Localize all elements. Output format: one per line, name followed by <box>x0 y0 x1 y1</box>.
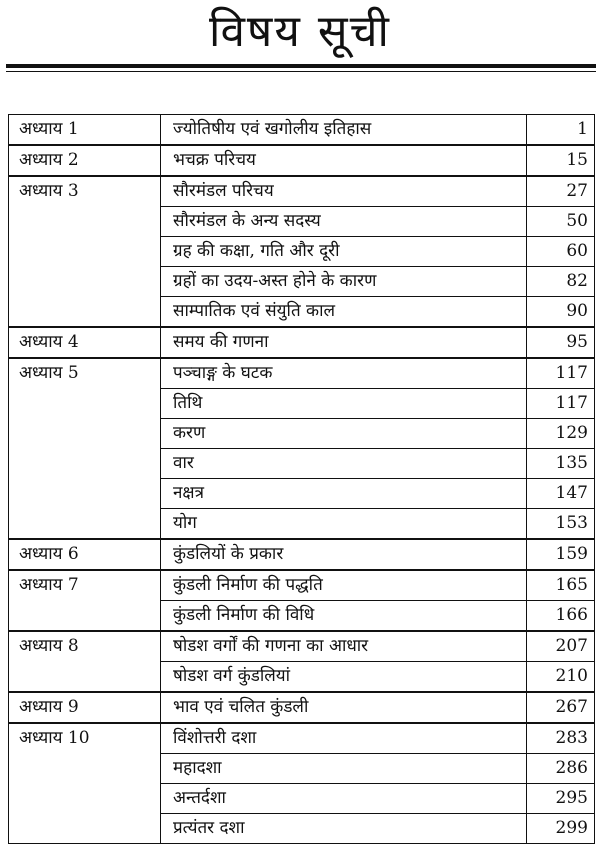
table-row <box>9 692 595 723</box>
table-row <box>9 327 595 358</box>
topic-title: वार <box>161 449 527 479</box>
page-number: 95 <box>527 327 595 358</box>
chapter-label: अध्याय 7 <box>9 570 161 631</box>
chapter-label: अध्याय 5 <box>9 358 161 539</box>
page-number: 27 <box>527 176 595 207</box>
page-number: 207 <box>527 631 595 662</box>
topic-title: षोडश वर्गों की गणना का आधार <box>161 631 527 662</box>
topic-title: सौरमंडल के अन्य सदस्य <box>161 207 527 237</box>
page-number: 147 <box>527 479 595 509</box>
page-number: 295 <box>527 784 595 814</box>
page-number: 60 <box>527 237 595 267</box>
table-row <box>9 570 595 601</box>
chapter-label: अध्याय 3 <box>9 176 161 327</box>
page-number: 129 <box>527 419 595 449</box>
page-number: 166 <box>527 601 595 632</box>
chapter-label: अध्याय 6 <box>9 539 161 570</box>
topic-title: साम्पातिक एवं संयुति काल <box>161 297 527 328</box>
topic-title: करण <box>161 419 527 449</box>
chapter-label: अध्याय 8 <box>9 631 161 692</box>
page-number: 299 <box>527 814 595 844</box>
page-number: 153 <box>527 509 595 540</box>
page-number: 50 <box>527 207 595 237</box>
page-number: 1 <box>527 115 595 146</box>
topic-title: ज्योतिषीय एवं खगोलीय इतिहास <box>161 115 527 146</box>
topic-title: कुंडली निर्माण की विधि <box>161 601 527 632</box>
topic-title: भाव एवं चलित कुंडली <box>161 692 527 723</box>
page-number: 165 <box>527 570 595 601</box>
page-title: विषय सूची <box>209 6 391 57</box>
page-number: 90 <box>527 297 595 328</box>
table-row <box>9 631 595 662</box>
topic-title: पञ्चाङ्ग के घटक <box>161 358 527 389</box>
table-row <box>9 115 595 146</box>
topic-title: तिथि <box>161 389 527 419</box>
page-number: 82 <box>527 267 595 297</box>
topic-title: ग्रहों का उदय-अस्त होने के कारण <box>161 267 527 297</box>
topic-title: महादशा <box>161 754 527 784</box>
topic-title: कुंडली निर्माण की पद्धति <box>161 570 527 601</box>
page-number: 210 <box>527 662 595 693</box>
chapter-label: अध्याय 9 <box>9 692 161 723</box>
topic-title: अन्तर्दशा <box>161 784 527 814</box>
topic-title: ग्रह की कक्षा, गति और दूरी <box>161 237 527 267</box>
page-number: 283 <box>527 723 595 754</box>
table-row <box>9 145 595 176</box>
chapter-label: अध्याय 4 <box>9 327 161 358</box>
page-number: 15 <box>527 145 595 176</box>
page-number: 286 <box>527 754 595 784</box>
topic-title: षोडश वर्ग कुंडलियां <box>161 662 527 693</box>
topic-title: समय की गणना <box>161 327 527 358</box>
page-number: 135 <box>527 449 595 479</box>
chapter-label: अध्याय 1 <box>9 115 161 146</box>
topic-title: प्रत्यंतर दशा <box>161 814 527 844</box>
contents-table <box>8 114 595 844</box>
topic-title: विंशोत्तरी दशा <box>161 723 527 754</box>
table-row <box>9 539 595 570</box>
table-row <box>9 176 595 207</box>
chapter-label: अध्याय 10 <box>9 723 161 844</box>
topic-title: योग <box>161 509 527 540</box>
topic-title: भचक्र परिचय <box>161 145 527 176</box>
title-rule-thin <box>6 71 596 72</box>
topic-title: नक्षत्र <box>161 479 527 509</box>
page-number: 117 <box>527 389 595 419</box>
page-number: 117 <box>527 358 595 389</box>
page-number: 267 <box>527 692 595 723</box>
table-row <box>9 723 595 754</box>
page-number: 159 <box>527 539 595 570</box>
table-row <box>9 358 595 389</box>
title-rule-thick <box>6 64 596 68</box>
chapter-label: अध्याय 2 <box>9 145 161 176</box>
topic-title: सौरमंडल परिचय <box>161 176 527 207</box>
topic-title: कुंडलियों के प्रकार <box>161 539 527 570</box>
